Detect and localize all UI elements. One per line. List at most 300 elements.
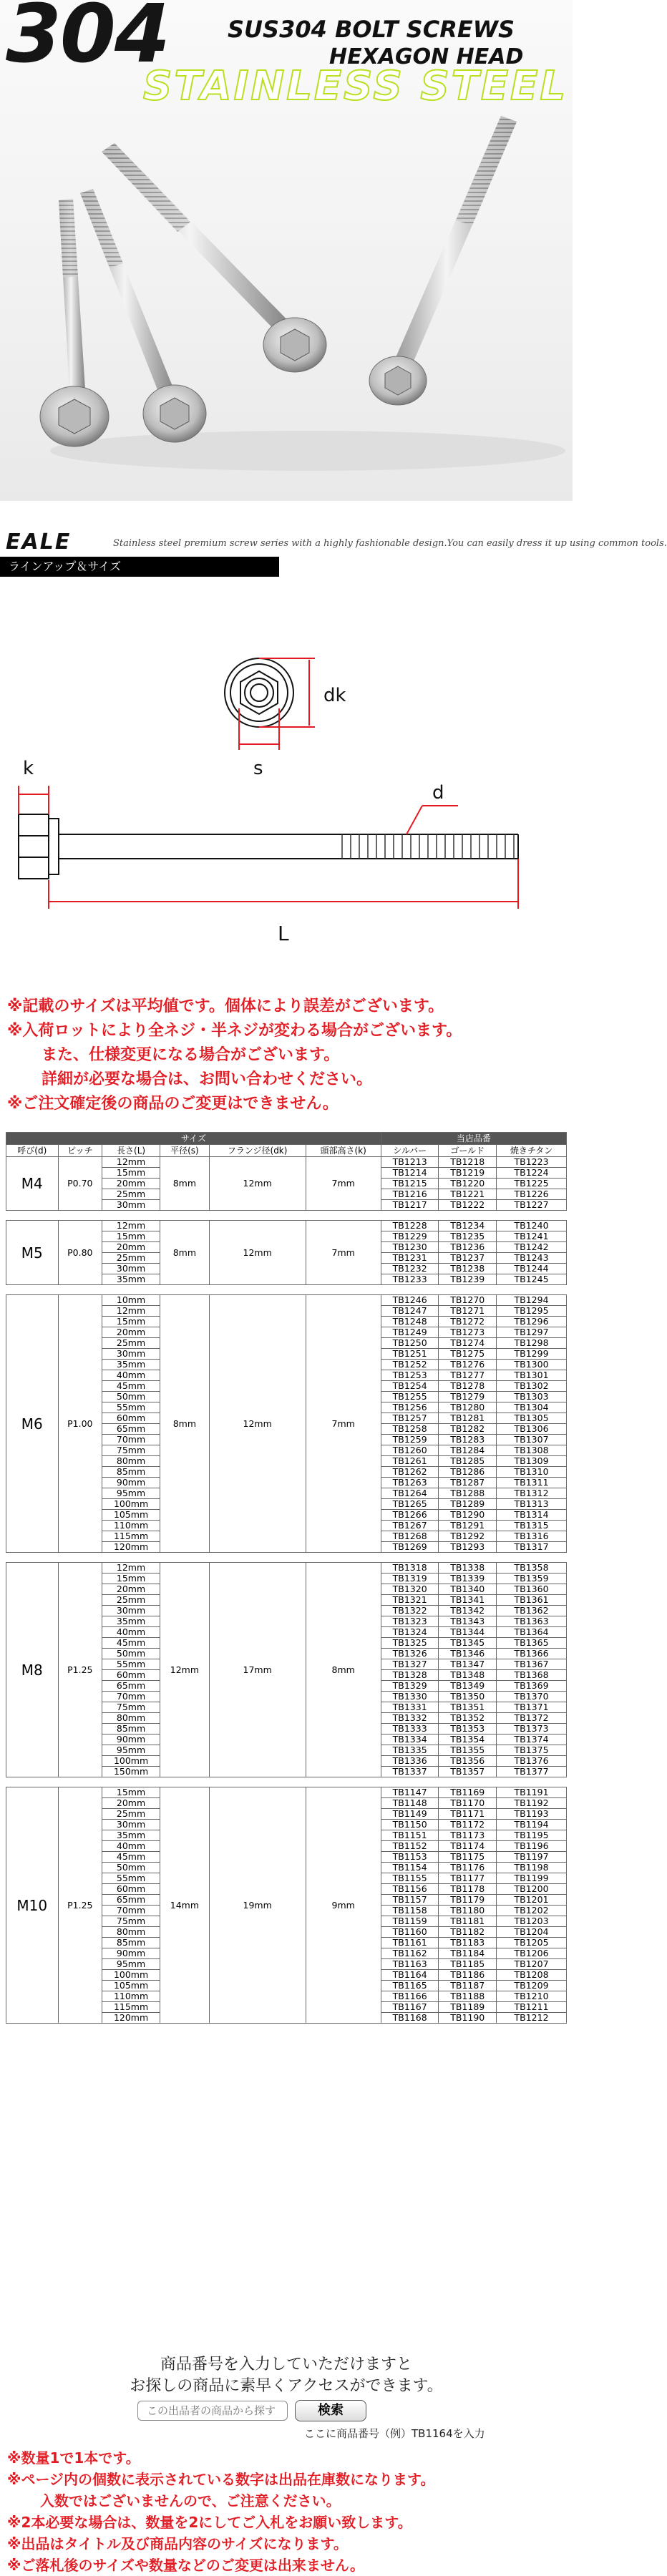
search-hint: ここに商品番号（例）TB1164を入力 xyxy=(304,2427,485,2440)
cell-titan-code: TB1300 xyxy=(497,1360,567,1370)
cell-titan-code: TB1365 xyxy=(497,1638,567,1649)
cell-titan-code: TB1377 xyxy=(497,1767,567,1777)
cell-k: 8mm xyxy=(306,1563,381,1777)
size-table xyxy=(6,1132,567,2024)
cell-length: 20mm xyxy=(102,1327,160,1338)
cell-gold-code: TB1182 xyxy=(439,1927,497,1938)
cell-gold-code: TB1175 xyxy=(439,1852,497,1863)
search-intro-line: 商品番号を入力していただけますと xyxy=(160,2356,412,2373)
cell-silver-code: TB1250 xyxy=(381,1338,439,1349)
cell-gold-code: TB1339 xyxy=(439,1574,497,1584)
col-titan: 焼きチタン xyxy=(497,1145,567,1157)
bolts-photo xyxy=(0,114,573,501)
dimension-diagram xyxy=(0,587,573,973)
cell-pitch: P1.25 xyxy=(58,1563,102,1777)
label-L: L xyxy=(278,922,289,945)
cell-gold-code: TB1288 xyxy=(439,1488,497,1499)
cell-titan-code: TB1371 xyxy=(497,1702,567,1713)
cell-titan-code: TB1305 xyxy=(497,1413,567,1424)
cell-length: 15mm xyxy=(102,1317,160,1327)
cell-titan-code: TB1191 xyxy=(497,1787,567,1798)
cell-length: 65mm xyxy=(102,1681,160,1692)
cell-titan-code: TB1198 xyxy=(497,1863,567,1873)
cell-k: 9mm xyxy=(306,1787,381,2024)
cell-titan-code: TB1196 xyxy=(497,1841,567,1852)
cell-length: 15mm xyxy=(102,1231,160,1242)
cell-silver-code: TB1160 xyxy=(381,1927,439,1938)
cell-length: 40mm xyxy=(102,1370,160,1381)
footer-line: ※出品はタイトル及び商品内容のサイズになります。 xyxy=(7,2535,348,2552)
cell-silver-code: TB1267 xyxy=(381,1521,439,1531)
cell-silver-code: TB1319 xyxy=(381,1574,439,1584)
cell-length: 75mm xyxy=(102,1445,160,1456)
cell-silver-code: TB1229 xyxy=(381,1231,439,1242)
cell-length: 45mm xyxy=(102,1852,160,1863)
cell-gold-code: TB1353 xyxy=(439,1724,497,1735)
cell-titan-code: TB1307 xyxy=(497,1435,567,1445)
cell-silver-code: TB1324 xyxy=(381,1627,439,1638)
cell-silver-code: TB1321 xyxy=(381,1595,439,1606)
cell-gold-code: TB1281 xyxy=(439,1413,497,1424)
cell-silver-code: TB1322 xyxy=(381,1606,439,1616)
cell-titan-code: TB1207 xyxy=(497,1959,567,1970)
label-d: d xyxy=(432,782,444,804)
cell-gold-code: TB1354 xyxy=(439,1735,497,1745)
cell-silver-code: TB1151 xyxy=(381,1830,439,1841)
cell-length: 12mm xyxy=(102,1157,160,1168)
cell-silver-code: TB1215 xyxy=(381,1179,439,1189)
cell-length: 30mm xyxy=(102,1349,160,1360)
cell-s: 14mm xyxy=(160,1787,209,2024)
cell-titan-code: TB1362 xyxy=(497,1606,567,1616)
cell-silver-code: TB1258 xyxy=(381,1424,439,1435)
cell-length: 25mm xyxy=(102,1595,160,1606)
cell-gold-code: TB1274 xyxy=(439,1338,497,1349)
cell-k: 7mm xyxy=(306,1157,381,1211)
cell-silver-code: TB1148 xyxy=(381,1798,439,1809)
cell-titan-code: TB1316 xyxy=(497,1531,567,1542)
cell-silver-code: TB1261 xyxy=(381,1456,439,1467)
cell-titan-code: TB1197 xyxy=(497,1852,567,1863)
bolt-4 xyxy=(369,116,517,405)
cell-s: 12mm xyxy=(160,1563,209,1777)
cell-silver-code: TB1334 xyxy=(381,1735,439,1745)
cell-gold-code: TB1343 xyxy=(439,1616,497,1627)
cell-length: 50mm xyxy=(102,1392,160,1402)
cell-silver-code: TB1263 xyxy=(381,1478,439,1488)
cell-length: 30mm xyxy=(102,1264,160,1274)
cell-titan-code: TB1202 xyxy=(497,1906,567,1916)
cell-dk: 12mm xyxy=(209,1157,306,1211)
cell-length: 90mm xyxy=(102,1478,160,1488)
cell-silver-code: TB1331 xyxy=(381,1702,439,1713)
cell-titan-code: TB1297 xyxy=(497,1327,567,1338)
cell-silver-code: TB1154 xyxy=(381,1863,439,1873)
cell-titan-code: TB1317 xyxy=(497,1542,567,1553)
title-line1: SUS304 BOLT SCREWS xyxy=(228,16,515,43)
cell-length: 60mm xyxy=(102,1670,160,1681)
cell-silver-code: TB1328 xyxy=(381,1670,439,1681)
cell-gold-code: TB1179 xyxy=(439,1895,497,1906)
cell-gold-code: TB1292 xyxy=(439,1531,497,1542)
notes-block xyxy=(7,995,462,1116)
note-line: また、仕様変更になる場合がございます。 xyxy=(42,1046,340,1064)
cell-titan-code: TB1194 xyxy=(497,1820,567,1830)
cell-silver-code: TB1268 xyxy=(381,1531,439,1542)
cell-titan-code: TB1205 xyxy=(497,1938,567,1948)
cell-gold-code: TB1173 xyxy=(439,1830,497,1841)
cell-pitch: P0.80 xyxy=(58,1221,102,1285)
cell-length: 35mm xyxy=(102,1830,160,1841)
cell-silver-code: TB1266 xyxy=(381,1510,439,1521)
cell-silver-code: TB1156 xyxy=(381,1884,439,1895)
grade-number: 304 xyxy=(6,0,169,81)
cell-length: 65mm xyxy=(102,1895,160,1906)
cell-gold-code: TB1234 xyxy=(439,1221,497,1231)
cell-gold-code: TB1187 xyxy=(439,1981,497,1991)
cell-silver-code: TB1150 xyxy=(381,1820,439,1830)
cell-gold-code: TB1218 xyxy=(439,1157,497,1168)
cell-length: 45mm xyxy=(102,1638,160,1649)
cell-nominal: M4 xyxy=(6,1157,59,1211)
section-header-lineup: ラインアップ＆サイズ xyxy=(0,557,279,577)
cell-titan-code: TB1212 xyxy=(497,2013,567,2024)
cell-titan-code: TB1363 xyxy=(497,1616,567,1627)
cell-length: 10mm xyxy=(102,1295,160,1306)
cell-gold-code: TB1279 xyxy=(439,1392,497,1402)
table-row xyxy=(6,1787,567,1798)
note-line: 詳細が必要な場合は、お問い合わせください。 xyxy=(42,1070,373,1088)
cell-length: 115mm xyxy=(102,2002,160,2013)
cell-gold-code: TB1283 xyxy=(439,1435,497,1445)
cell-gold-code: TB1181 xyxy=(439,1916,497,1927)
cell-length: 35mm xyxy=(102,1274,160,1285)
cell-titan-code: TB1203 xyxy=(497,1916,567,1927)
cell-titan-code: TB1303 xyxy=(497,1392,567,1402)
cell-gold-code: TB1357 xyxy=(439,1767,497,1777)
cell-length: 90mm xyxy=(102,1948,160,1959)
cell-length: 105mm xyxy=(102,1510,160,1521)
cell-gold-code: TB1220 xyxy=(439,1179,497,1189)
cell-nominal: M6 xyxy=(6,1295,59,1553)
cell-gold-code: TB1275 xyxy=(439,1349,497,1360)
cell-nominal: M5 xyxy=(6,1221,59,1285)
cell-titan-code: TB1308 xyxy=(497,1445,567,1456)
cell-length: 15mm xyxy=(102,1787,160,1798)
table-row xyxy=(6,1221,567,1231)
cell-titan-code: TB1295 xyxy=(497,1306,567,1317)
note-line: ※ご注文確定後の商品のご変更はできません。 xyxy=(7,1095,339,1113)
group-gap xyxy=(6,1211,567,1221)
cell-silver-code: TB1336 xyxy=(381,1756,439,1767)
cell-gold-code: TB1276 xyxy=(439,1360,497,1370)
col-silver: シルバー xyxy=(381,1145,439,1157)
cell-silver-code: TB1332 xyxy=(381,1713,439,1724)
gap-cell xyxy=(6,1211,567,1221)
cell-titan-code: TB1302 xyxy=(497,1381,567,1392)
cell-gold-code: TB1344 xyxy=(439,1627,497,1638)
cell-silver-code: TB1232 xyxy=(381,1264,439,1274)
cell-silver-code: TB1262 xyxy=(381,1467,439,1478)
cell-s: 8mm xyxy=(160,1221,209,1285)
cell-length: 100mm xyxy=(102,1970,160,1981)
footer-line: 入数ではございませんので、ご注意ください。 xyxy=(40,2492,341,2509)
group-gap xyxy=(6,1553,567,1563)
cell-length: 80mm xyxy=(102,1713,160,1724)
cell-silver-code: TB1251 xyxy=(381,1349,439,1360)
cell-silver-code: TB1265 xyxy=(381,1499,439,1510)
cell-titan-code: TB1240 xyxy=(497,1221,567,1231)
cell-silver-code: TB1149 xyxy=(381,1809,439,1820)
cell-titan-code: TB1241 xyxy=(497,1231,567,1242)
cell-silver-code: TB1158 xyxy=(381,1906,439,1916)
cell-pitch: P1.25 xyxy=(58,1787,102,2024)
cell-nominal: M10 xyxy=(6,1787,59,2024)
cell-k: 7mm xyxy=(306,1295,381,1553)
cell-nominal: M8 xyxy=(6,1563,59,1777)
cell-titan-code: TB1359 xyxy=(497,1574,567,1584)
cell-gold-code: TB1184 xyxy=(439,1948,497,1959)
footer-line: ※ページ内の個数に表示されている数字は出品在庫数になります。 xyxy=(7,2471,435,2488)
cell-titan-code: TB1224 xyxy=(497,1168,567,1179)
cell-titan-code: TB1372 xyxy=(497,1713,567,1724)
cell-k: 7mm xyxy=(306,1221,381,1285)
cell-length: 150mm xyxy=(102,1767,160,1777)
cell-length: 75mm xyxy=(102,1702,160,1713)
cell-silver-code: TB1337 xyxy=(381,1767,439,1777)
brand-logo: EALE xyxy=(6,530,72,555)
label-s: s xyxy=(253,758,263,779)
cell-silver-code: TB1333 xyxy=(381,1724,439,1735)
cell-gold-code: TB1346 xyxy=(439,1649,497,1659)
title-line2: HEXAGON HEAD xyxy=(329,44,524,69)
cell-length: 60mm xyxy=(102,1884,160,1895)
cell-titan-code: TB1364 xyxy=(497,1627,567,1638)
cell-silver-code: TB1161 xyxy=(381,1938,439,1948)
cell-length: 25mm xyxy=(102,1338,160,1349)
cell-titan-code: TB1313 xyxy=(497,1499,567,1510)
cell-gold-code: TB1290 xyxy=(439,1510,497,1521)
cell-titan-code: TB1195 xyxy=(497,1830,567,1841)
cell-titan-code: TB1225 xyxy=(497,1179,567,1189)
cell-length: 80mm xyxy=(102,1927,160,1938)
cell-length: 20mm xyxy=(102,1798,160,1809)
cell-titan-code: TB1309 xyxy=(497,1456,567,1467)
cell-gold-code: TB1350 xyxy=(439,1692,497,1702)
cell-silver-code: TB1155 xyxy=(381,1873,439,1884)
cell-silver-code: TB1320 xyxy=(381,1584,439,1595)
cell-length: 95mm xyxy=(102,1488,160,1499)
cell-gold-code: TB1356 xyxy=(439,1756,497,1767)
cell-gold-code: TB1239 xyxy=(439,1274,497,1285)
cell-length: 55mm xyxy=(102,1873,160,1884)
cell-length: 85mm xyxy=(102,1938,160,1948)
cell-length: 115mm xyxy=(102,1531,160,1542)
cell-silver-code: TB1216 xyxy=(381,1189,439,1200)
cell-titan-code: TB1304 xyxy=(497,1402,567,1413)
cell-titan-code: TB1299 xyxy=(497,1349,567,1360)
cell-silver-code: TB1318 xyxy=(381,1563,439,1574)
col-k: 頭部高さ(k) xyxy=(306,1145,381,1157)
col-gold: ゴールド xyxy=(439,1145,497,1157)
cell-silver-code: TB1164 xyxy=(381,1970,439,1981)
cell-length: 110mm xyxy=(102,1521,160,1531)
cell-length: 20mm xyxy=(102,1584,160,1595)
note-line: ※入荷ロットにより全ネジ・半ネジが変わる場合がございます。 xyxy=(7,1022,462,1040)
search-intro-line: お探しの商品に素早くアクセスができます。 xyxy=(130,2377,443,2395)
cell-gold-code: TB1285 xyxy=(439,1456,497,1467)
cell-length: 15mm xyxy=(102,1168,160,1179)
cell-silver-code: TB1253 xyxy=(381,1370,439,1381)
cell-gold-code: TB1178 xyxy=(439,1884,497,1895)
cell-titan-code: TB1311 xyxy=(497,1478,567,1488)
cell-gold-code: TB1238 xyxy=(439,1264,497,1274)
cell-length: 40mm xyxy=(102,1627,160,1638)
col-nominal: 呼び(d) xyxy=(6,1145,59,1157)
cell-gold-code: TB1172 xyxy=(439,1820,497,1830)
cell-length: 85mm xyxy=(102,1724,160,1735)
cell-silver-code: TB1214 xyxy=(381,1168,439,1179)
cell-gold-code: TB1289 xyxy=(439,1499,497,1510)
cell-gold-code: TB1186 xyxy=(439,1970,497,1981)
cell-titan-code: TB1245 xyxy=(497,1274,567,1285)
cell-length: 120mm xyxy=(102,1542,160,1553)
cell-silver-code: TB1213 xyxy=(381,1157,439,1168)
cell-titan-code: TB1298 xyxy=(497,1338,567,1349)
cell-titan-code: TB1210 xyxy=(497,1991,567,2002)
cell-titan-code: TB1226 xyxy=(497,1189,567,1200)
cell-silver-code: TB1167 xyxy=(381,2002,439,2013)
cell-titan-code: TB1360 xyxy=(497,1584,567,1595)
cell-silver-code: TB1269 xyxy=(381,1542,439,1553)
cell-silver-code: TB1257 xyxy=(381,1413,439,1424)
search-button[interactable]: 検索 xyxy=(295,2400,366,2421)
col-s: 平径(s) xyxy=(160,1145,209,1157)
cell-length: 90mm xyxy=(102,1735,160,1745)
cell-length: 105mm xyxy=(102,1981,160,1991)
cell-silver-code: TB1231 xyxy=(381,1253,439,1264)
cell-length: 60mm xyxy=(102,1413,160,1424)
group-gap xyxy=(6,1777,567,1787)
cell-titan-code: TB1369 xyxy=(497,1681,567,1692)
cell-silver-code: TB1335 xyxy=(381,1745,439,1756)
cell-gold-code: TB1185 xyxy=(439,1959,497,1970)
cell-titan-code: TB1211 xyxy=(497,2002,567,2013)
cell-gold-code: TB1219 xyxy=(439,1168,497,1179)
cell-titan-code: TB1312 xyxy=(497,1488,567,1499)
cell-titan-code: TB1366 xyxy=(497,1649,567,1659)
footer-line: ※ご落札後のサイズや数量などのご変更は出来ません。 xyxy=(7,2557,365,2574)
title-stainless: STAINLESS STEEL xyxy=(143,63,568,109)
cell-gold-code: TB1236 xyxy=(439,1242,497,1253)
seller-search-input[interactable] xyxy=(137,2401,288,2421)
cell-silver-code: TB1254 xyxy=(381,1381,439,1392)
cell-silver-code: TB1330 xyxy=(381,1692,439,1702)
cell-titan-code: TB1306 xyxy=(497,1424,567,1435)
cell-length: 35mm xyxy=(102,1616,160,1627)
cell-gold-code: TB1287 xyxy=(439,1478,497,1488)
cell-titan-code: TB1223 xyxy=(497,1157,567,1168)
cell-titan-code: TB1244 xyxy=(497,1264,567,1274)
cell-gold-code: TB1171 xyxy=(439,1809,497,1820)
cell-titan-code: TB1367 xyxy=(497,1659,567,1670)
cell-silver-code: TB1168 xyxy=(381,2013,439,2024)
cell-gold-code: TB1176 xyxy=(439,1863,497,1873)
note-line: ※記載のサイズは平均値です。個体により誤差がございます。 xyxy=(7,997,444,1015)
cell-gold-code: TB1341 xyxy=(439,1595,497,1606)
group-gap xyxy=(6,1285,567,1295)
cell-length: 12mm xyxy=(102,1221,160,1231)
cell-gold-code: TB1355 xyxy=(439,1745,497,1756)
cell-length: 30mm xyxy=(102,1820,160,1830)
gap-cell xyxy=(6,1285,567,1295)
cell-length: 12mm xyxy=(102,1563,160,1574)
cell-silver-code: TB1252 xyxy=(381,1360,439,1370)
cell-titan-code: TB1376 xyxy=(497,1756,567,1767)
cell-gold-code: TB1340 xyxy=(439,1584,497,1595)
cell-length: 95mm xyxy=(102,1745,160,1756)
cell-titan-code: TB1373 xyxy=(497,1724,567,1735)
cell-titan-code: TB1199 xyxy=(497,1873,567,1884)
cell-gold-code: TB1291 xyxy=(439,1521,497,1531)
cell-titan-code: TB1296 xyxy=(497,1317,567,1327)
cell-titan-code: TB1375 xyxy=(497,1745,567,1756)
cell-gold-code: TB1174 xyxy=(439,1841,497,1852)
cell-gold-code: TB1180 xyxy=(439,1906,497,1916)
cell-titan-code: TB1368 xyxy=(497,1670,567,1681)
cell-gold-code: TB1278 xyxy=(439,1381,497,1392)
cell-silver-code: TB1163 xyxy=(381,1959,439,1970)
cell-silver-code: TB1228 xyxy=(381,1221,439,1231)
cell-silver-code: TB1260 xyxy=(381,1445,439,1456)
bolt-3 xyxy=(102,143,326,372)
cell-gold-code: TB1177 xyxy=(439,1873,497,1884)
cell-length: 65mm xyxy=(102,1424,160,1435)
cell-silver-code: TB1249 xyxy=(381,1327,439,1338)
col-pitch: ピッチ xyxy=(58,1145,102,1157)
cell-silver-code: TB1323 xyxy=(381,1616,439,1627)
cell-silver-code: TB1248 xyxy=(381,1317,439,1327)
cell-titan-code: TB1361 xyxy=(497,1595,567,1606)
cell-gold-code: TB1221 xyxy=(439,1189,497,1200)
cell-titan-code: TB1310 xyxy=(497,1467,567,1478)
cell-gold-code: TB1272 xyxy=(439,1317,497,1327)
cell-silver-code: TB1230 xyxy=(381,1242,439,1253)
cell-silver-code: TB1157 xyxy=(381,1895,439,1906)
cell-gold-code: TB1345 xyxy=(439,1638,497,1649)
cell-titan-code: TB1315 xyxy=(497,1521,567,1531)
header-size-group: サイズ xyxy=(6,1133,381,1145)
cell-gold-code: TB1347 xyxy=(439,1659,497,1670)
col-length: 長さ(L) xyxy=(102,1145,160,1157)
cell-silver-code: TB1256 xyxy=(381,1402,439,1413)
cell-titan-code: TB1204 xyxy=(497,1927,567,1938)
footer-line: ※数量1で1本です。 xyxy=(7,2449,140,2467)
table-row xyxy=(6,1295,567,1306)
cell-length: 50mm xyxy=(102,1863,160,1873)
cell-length: 95mm xyxy=(102,1959,160,1970)
hero-banner xyxy=(0,0,573,501)
cell-gold-code: TB1342 xyxy=(439,1606,497,1616)
cell-length: 110mm xyxy=(102,1991,160,2002)
brand-tagline: Stainless steel premium screw series with a highly fashionable design.You can easily dress it up using common tools. xyxy=(113,538,667,549)
cell-length: 25mm xyxy=(102,1253,160,1264)
cell-gold-code: TB1169 xyxy=(439,1787,497,1798)
cell-length: 70mm xyxy=(102,1692,160,1702)
cell-silver-code: TB1153 xyxy=(381,1852,439,1863)
cell-pitch: P0.70 xyxy=(58,1157,102,1211)
cell-gold-code: TB1183 xyxy=(439,1938,497,1948)
